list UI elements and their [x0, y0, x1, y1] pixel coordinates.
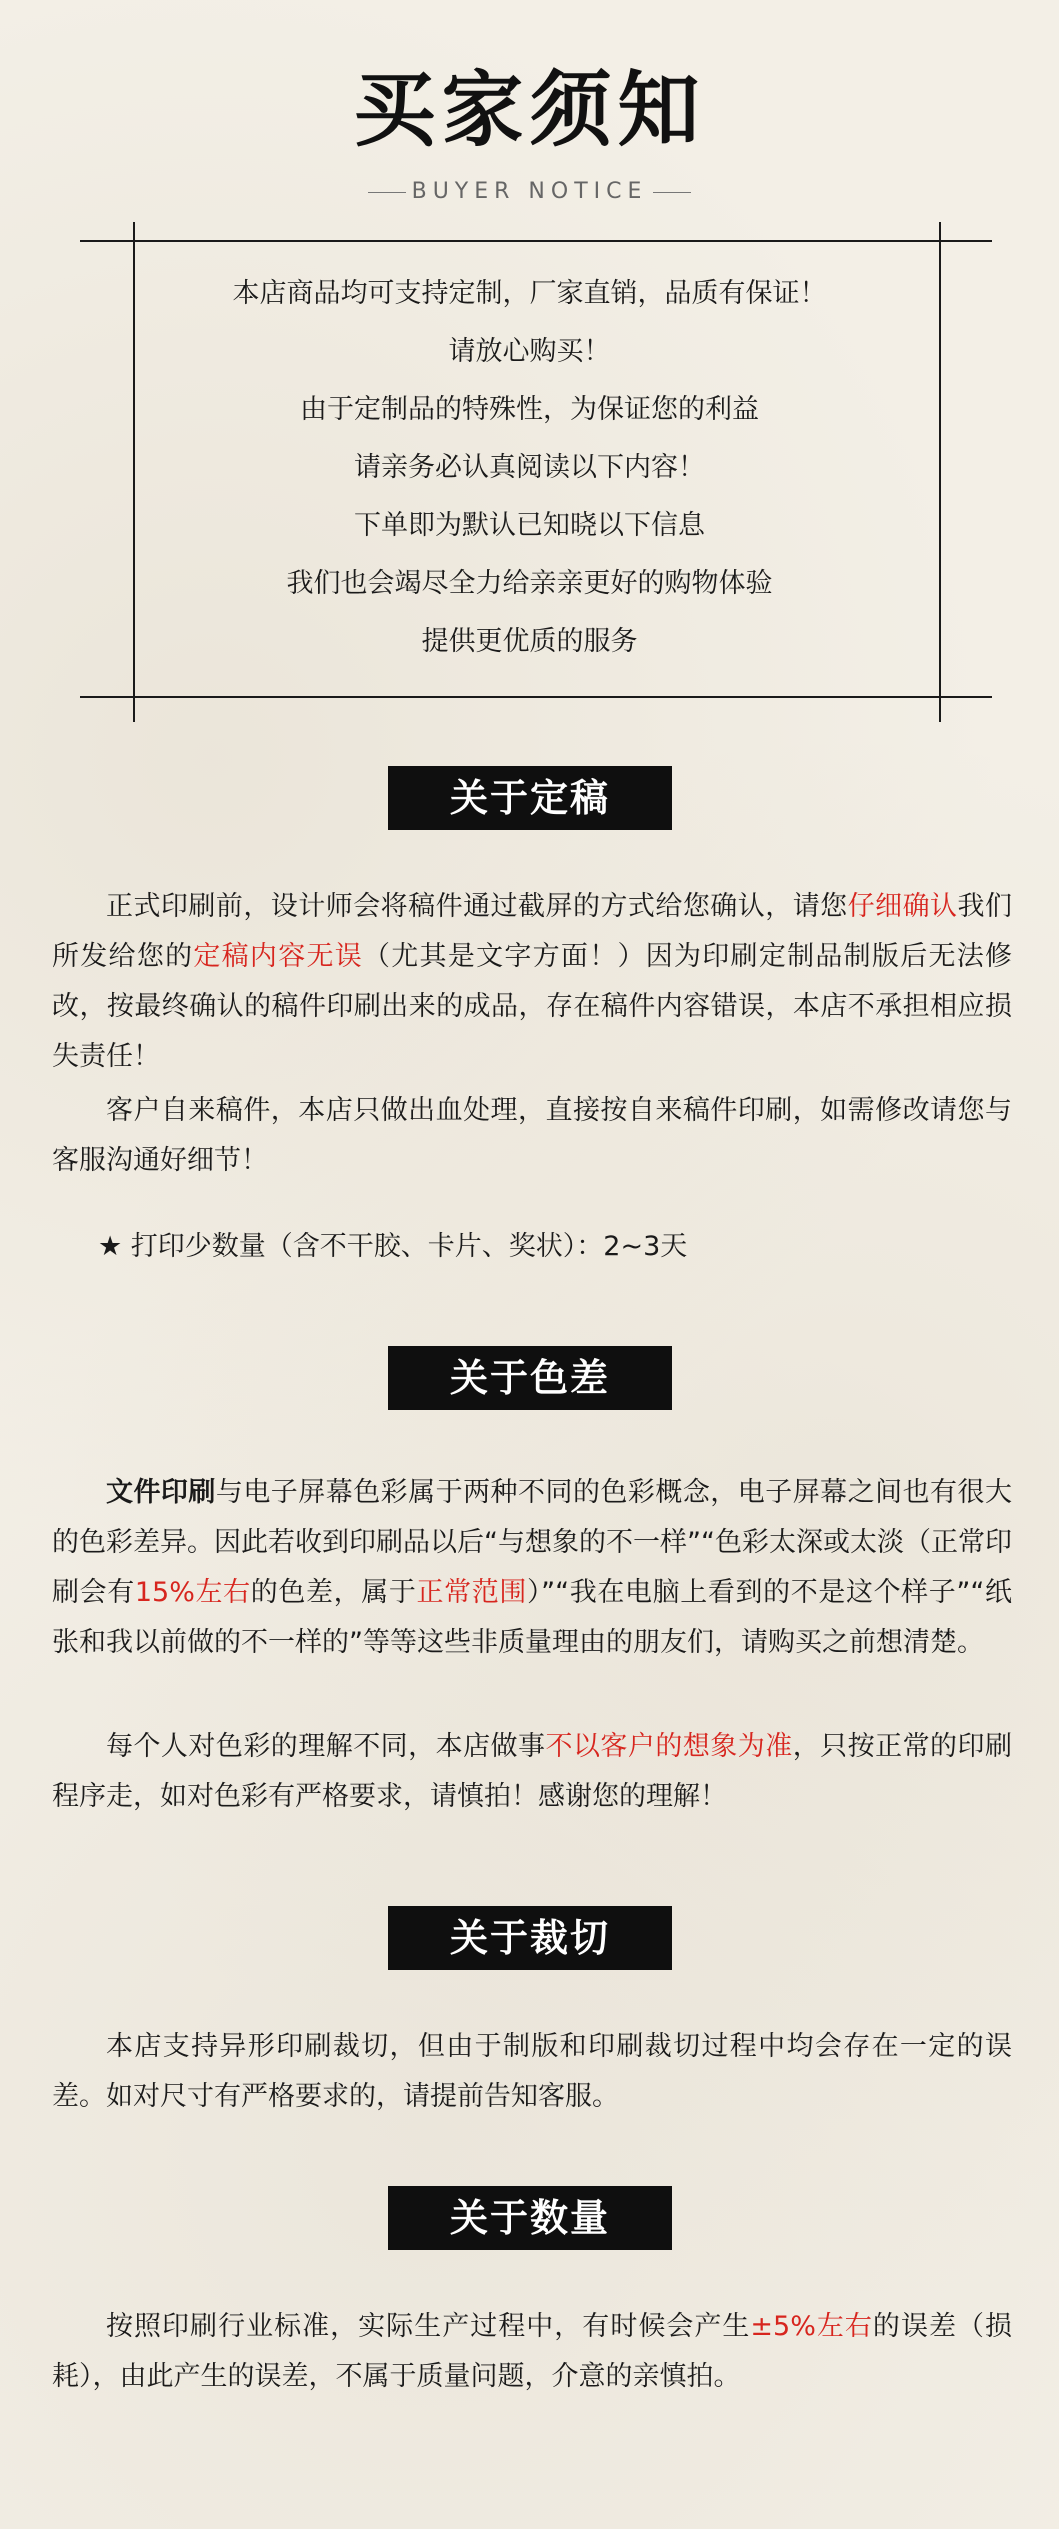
text-segment: 正式印刷前，设计师会将稿件通过截屏的方式给您确认，请您 [106, 891, 848, 922]
text-segment: ）”“我在电脑上看到的不是这个样子”“纸张和我以前做的不一样的”等等这些非质量理由的朋友们，请购买之前想清楚。 [52, 1577, 1013, 1658]
draft-paragraph-1 [52, 882, 1012, 1082]
intro-line: 本店商品均可支持定制，厂家直销，品质有保证！ [232, 278, 827, 309]
highlight-text: ±5%左右 [750, 2311, 873, 2342]
page-subtitle [0, 180, 1059, 204]
highlight-text: 定稿内容无误 [193, 941, 364, 972]
section-title-cut: 关于裁切 [388, 1906, 672, 1970]
section-title-quantity: 关于数量 [388, 2186, 672, 2250]
text-segment: 与电子屏幕色彩属于两种不同的色彩概念，电子屏幕之间也有很大的色彩差异。因此若收到印刷品以后“与想象的不一样”“色彩太深或太淡（正常印刷会有 [52, 1477, 1012, 1608]
text-segment: 的色差，属于 [250, 1577, 417, 1608]
intro-line: 提供更优质的服务 [421, 626, 638, 657]
bold-text: 文件印刷 [106, 1477, 216, 1508]
intro-block [0, 265, 1059, 671]
text-segment: 的误差（损耗），由此产生的误差，不属于质量问题，介意的亲慎拍。 [52, 2311, 1012, 2392]
highlight-text: 15%左右 [134, 1577, 251, 1608]
intro-line: 请亲务必认真阅读以下内容！ [354, 452, 705, 483]
frame-top-line [80, 240, 992, 242]
highlight-text: 不以客户的想象为准 [545, 1731, 793, 1762]
text-segment: 按照印刷行业标准，实际生产过程中，有时候会产生 [106, 2311, 751, 2342]
subtitle-dash-left [368, 192, 406, 193]
intro-line: 下单即为默认已知晓以下信息 [354, 510, 705, 541]
print-time-note: ★ 打印少数量（含不干胶、卡片、奖状）：2~3天 [98, 1231, 688, 1262]
quantity-paragraph-1 [52, 2302, 1012, 2402]
draft-paragraph-2: 客户自来稿件，本店只做出血处理，直接按自来稿件印刷，如需修改请您与客服沟通好细节！ [52, 1095, 1012, 1176]
cut-paragraph-1: 本店支持异形印刷裁切，但由于制版和印刷裁切过程中均会存在一定的误差。如对尺寸有严格要求的，请提前告知客服。 [52, 2031, 1012, 2112]
subtitle-dash-right [653, 192, 691, 193]
text-segment: 我们所发给您的 [52, 891, 1012, 972]
intro-line: 由于定制品的特殊性，为保证您的利益 [300, 394, 759, 425]
intro-line: 请放心购买！ [448, 336, 611, 367]
page-title: 买家须知 [353, 63, 706, 158]
color-paragraph-2 [52, 1722, 1012, 1822]
text-segment: 每个人对色彩的理解不同，本店做事 [106, 1731, 546, 1762]
subtitle-text: BUYER NOTICE [411, 179, 648, 204]
section-title-draft: 关于定稿 [388, 766, 672, 830]
section-title-color: 关于色差 [388, 1346, 672, 1410]
highlight-text: 正常范围 [416, 1577, 527, 1608]
intro-line: 我们也会竭尽全力给亲亲更好的购物体验 [286, 568, 773, 599]
highlight-text: 仔细确认 [847, 891, 958, 922]
text-segment: ，只按正常的印刷程序走，如对色彩有严格要求，请慎拍！感谢您的理解！ [52, 1731, 1012, 1812]
frame-bottom-line [80, 696, 992, 698]
text-segment: （尤其是文字方面！）因为印刷定制品制版后无法修改，按最终确认的稿件印刷出来的成品，存在稿件内容错误，本店不承担相应损失责任！ [52, 941, 1013, 1072]
color-paragraph-1 [52, 1468, 1012, 1668]
